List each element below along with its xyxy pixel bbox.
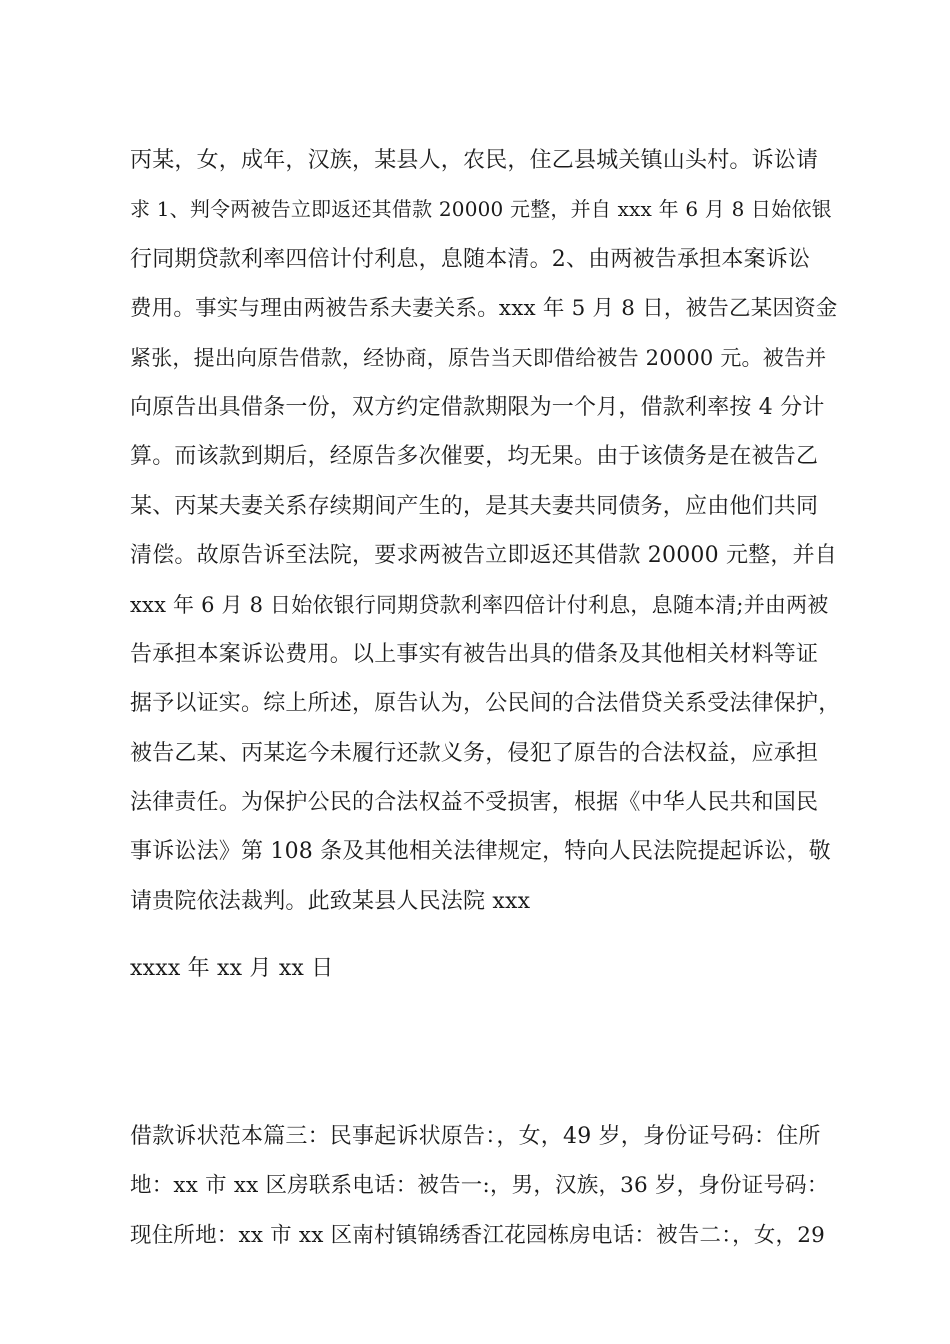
text-line: 地：xx 市 xx 区房联系电话：被告一:，男，汉族，36 岁，身份证号码： — [130, 1173, 829, 1199]
text-line: 请贵院依法裁判。此致某县人民法院 xxx — [130, 888, 531, 914]
text-line: 法律责任。为保护公民的合法权益不受损害，根据《中华人民共和国民 — [130, 790, 819, 816]
date-line: xxxx 年 xx 月 xx 日 — [130, 956, 334, 981]
text-line: 现住所地：xx 市 xx 区南村镇锦绣香江花园栋房电话：被告二：，女，29 — [130, 1222, 826, 1248]
text-line: 据予以证实。综上所述，原告认为，公民间的合法借贷关系受法律保护， — [130, 691, 841, 717]
text-line: 清偿。故原告诉至法院，要求两被告立即返还其借款 20000 元整，并自 — [130, 543, 837, 569]
text-line: 某、丙某夫妻关系存续期间产生的，是其夫妻共同债务，应由他们共同 — [130, 493, 819, 519]
complaint-paragraph-1 — [130, 136, 840, 926]
text-line: xxx 年 6 月 8 日始依银行同期贷款利率四倍计付利息，息随本清;并由两被 — [130, 592, 829, 617]
text-line: 紧张，提出向原告借款，经协商，原告当天即借给被告 20000 元。被告并 — [130, 345, 827, 370]
text-line: 行同期贷款利率四倍计付利息，息随本清。2、由两被告承担本案诉讼 — [130, 246, 811, 272]
text-line: 告承担本案诉讼费用。以上事实有被告出具的借条及其他相关材料等证 — [130, 641, 819, 667]
date-line-block — [130, 944, 840, 993]
text-line: 事诉讼法》第 108 条及其他相关法律规定，特向人民法院提起诉讼，敬 — [130, 839, 831, 865]
text-line: 丙某，女，成年，汉族，某县人，农民，住乙县城关镇山头村。诉讼请 — [130, 148, 819, 173]
text-line: 借款诉状范本篇三：民事起诉状原告：，女，49 岁，身份证号码：住所 — [130, 1124, 821, 1149]
text-line: 算。而该款到期后，经原告多次催要，均无果。由于该债务是在被告乙 — [130, 444, 819, 470]
text-line: 向原告出具借条一份，双方约定借款期限为一个月，借款利率按 4 分计 — [130, 394, 825, 420]
text-line: 费用。事实与理由两被告系夫妻关系。xxx 年 5 月 8 日，被告乙某因资金 — [130, 296, 838, 322]
text-line: 求 1、判令两被告立即返还其借款 20000 元整，并自 xxx 年 6 月 8 日始依银 — [130, 197, 832, 222]
text-line: 被告乙某、丙某迄今未履行还款义务，侵犯了原告的合法权益，应承担 — [130, 740, 819, 766]
complaint-paragraph-2 — [130, 1112, 840, 1260]
